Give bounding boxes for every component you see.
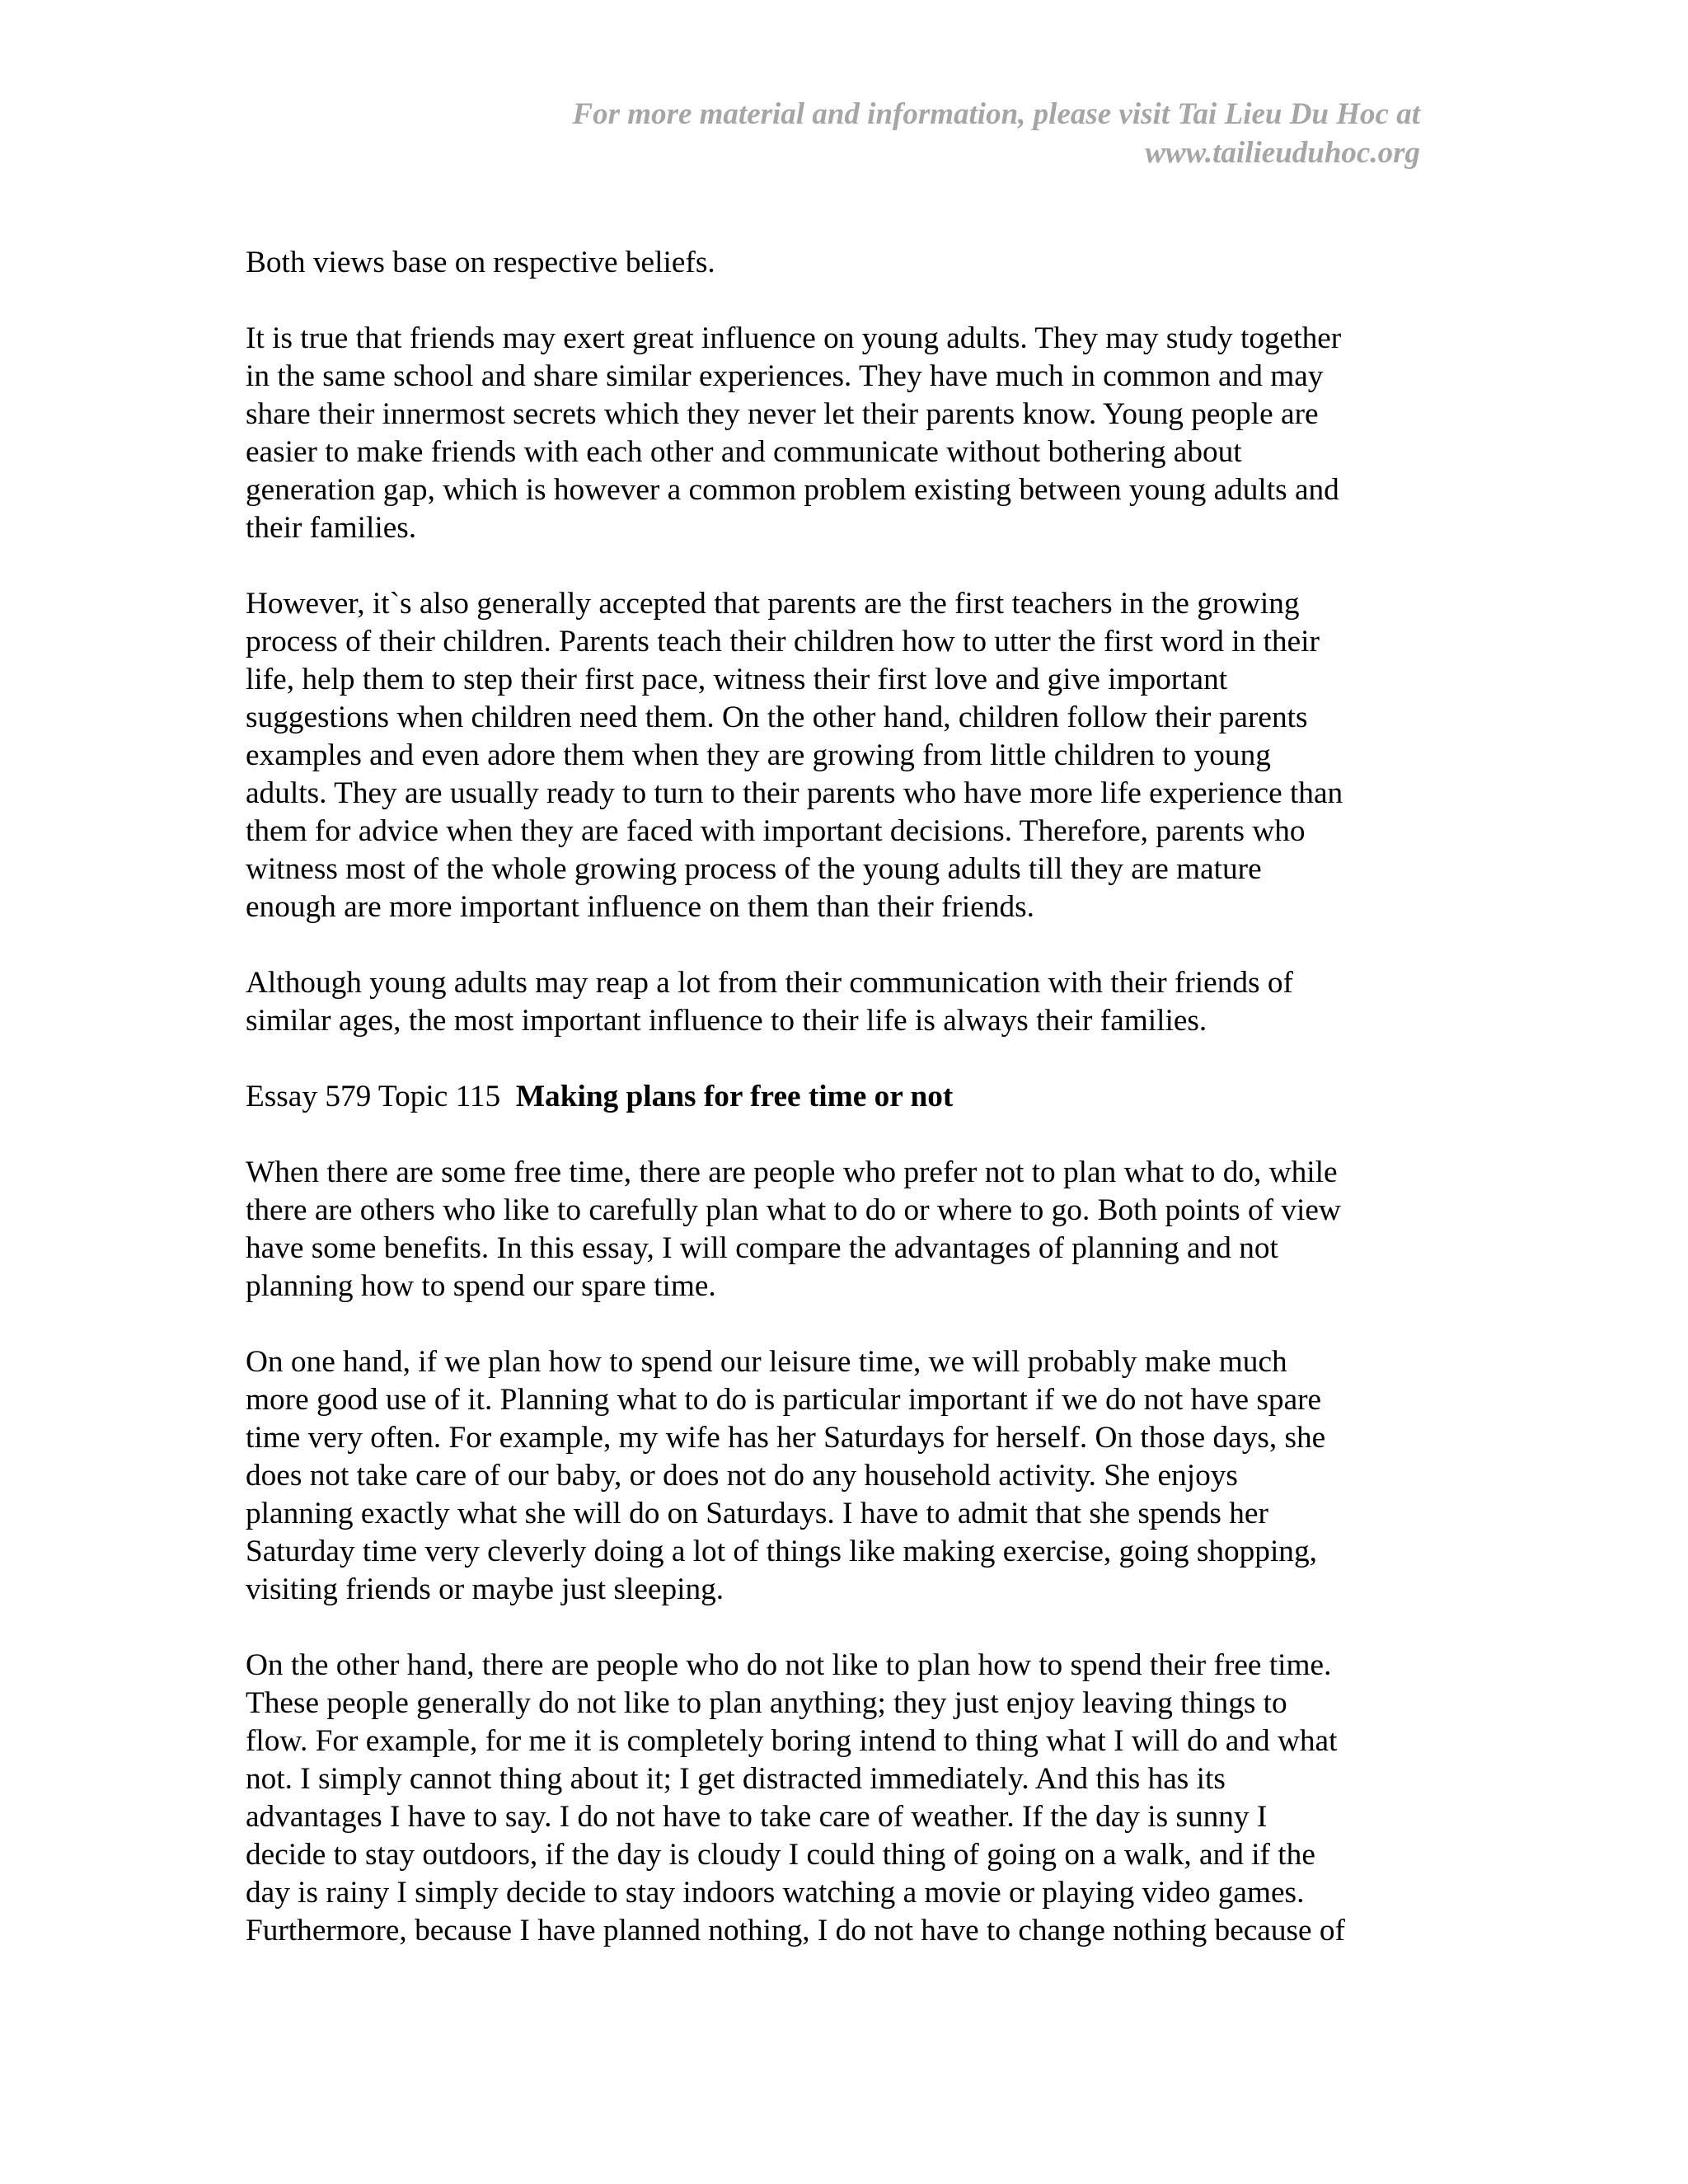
text-line: have some benefits. In this essay, I will compare the advantages of planning and not <box>246 1231 1278 1265</box>
text-line: planning how to spend our spare time. <box>246 1269 716 1303</box>
text-line: decide to stay outdoors, if the day is cloudy I could thing of going on a walk, and if the <box>246 1838 1315 1872</box>
header-line-1: For more material and information, please visit Tai Lieu Du Hoc at <box>572 97 1420 131</box>
text-line: enough are more important influence on them than their friends. <box>246 890 1034 924</box>
text-line: Although young adults may reap a lot from their communication with their friends of <box>246 966 1293 1000</box>
text-line: day is rainy I simply decide to stay indoors watching a movie or playing video games. <box>246 1876 1305 1910</box>
text-line: in the same school and share similar experiences. They have much in common and may <box>246 359 1324 393</box>
text-line: similar ages, the most important influence to their life is always their families. <box>246 1004 1207 1038</box>
paragraph-4 <box>246 964 1449 1040</box>
essay-heading <box>246 1078 1449 1116</box>
text-line: Furthermore, because I have planned nothing, I do not have to change nothing because of <box>246 1914 1345 1947</box>
essay-number: Essay 579 Topic 115 <box>246 1080 516 1113</box>
text-line: When there are some free time, there are people who prefer not to plan what to do, while <box>246 1155 1338 1189</box>
text-line: It is true that friends may exert great influence on young adults. They may study together <box>246 321 1342 355</box>
text-line: flow. For example, for me it is completely boring intend to thing what I will do and what <box>246 1724 1338 1758</box>
text-line: These people generally do not like to plan anything; they just enjoy leaving things to <box>246 1686 1287 1720</box>
text-line: visiting friends or maybe just sleeping. <box>246 1572 724 1606</box>
text-line: witness most of the whole growing process of the young adults till they are mature <box>246 852 1262 886</box>
text-line: there are others who like to carefully plan what to do or where to go. Both points of view <box>246 1193 1341 1227</box>
text-line: advantages I have to say. I do not have to take care of weather. If the day is sunny I <box>246 1800 1268 1834</box>
text-line: time very often. For example, my wife has her Saturdays for herself. On those days, she <box>246 1421 1326 1455</box>
text-line: However, it`s also generally accepted that parents are the first teachers in the growing <box>246 587 1300 621</box>
paragraph-3 <box>246 585 1449 926</box>
paragraph-7 <box>246 1647 1449 1950</box>
text-line: On the other hand, there are people who do not like to plan how to spend their free time. <box>246 1648 1332 1682</box>
text-line: suggestions when children need them. On the other hand, children follow their parents <box>246 701 1308 734</box>
text-line: adults. They are usually ready to turn to their parents who have more life experience than <box>246 776 1343 810</box>
essay-title: Making plans for free time or not <box>515 1080 954 1113</box>
paragraph-6 <box>246 1343 1449 1609</box>
text-line: share their innermost secrets which they never let their parents know. Young people are <box>246 397 1319 431</box>
paragraph-2 <box>246 320 1449 547</box>
text-line: more good use of it. Planning what to do is particular important if we do not have spare <box>246 1383 1322 1417</box>
paragraph-5 <box>246 1154 1449 1305</box>
text-line: generation gap, which is however a common problem existing between young adults and <box>246 473 1339 507</box>
text-line: planning exactly what she will do on Saturdays. I have to admit that she spends her <box>246 1497 1268 1530</box>
text-line: not. I simply cannot thing about it; I get distracted immediately. And this has its <box>246 1762 1226 1796</box>
header-url: www.tailieuduhoc.org <box>1145 136 1420 170</box>
text-line: On one hand, if we plan how to spend our leisure time, we will probably make much <box>246 1345 1287 1379</box>
paragraph-1 <box>246 244 1449 282</box>
text-line: Saturday time very cleverly doing a lot of things like making exercise, going shopping, <box>246 1535 1317 1568</box>
text-line: examples and even adore them when they are growing from little children to young <box>246 738 1271 772</box>
text-line: process of their children. Parents teach their children how to utter the first word in their <box>246 625 1320 658</box>
text-line: Both views base on respective beliefs. <box>246 246 715 279</box>
document-body <box>246 244 1449 1988</box>
text-line: their families. <box>246 511 417 545</box>
text-line: them for advice when they are faced with important decisions. Therefore, parents who <box>246 814 1306 848</box>
text-line: easier to make friends with each other and communicate without bothering about <box>246 435 1242 469</box>
text-line: does not take care of our baby, or does not do any household activity. She enjoys <box>246 1459 1238 1493</box>
text-line: life, help them to step their first pace, witness their first love and give important <box>246 663 1228 696</box>
page-header <box>349 95 1420 172</box>
